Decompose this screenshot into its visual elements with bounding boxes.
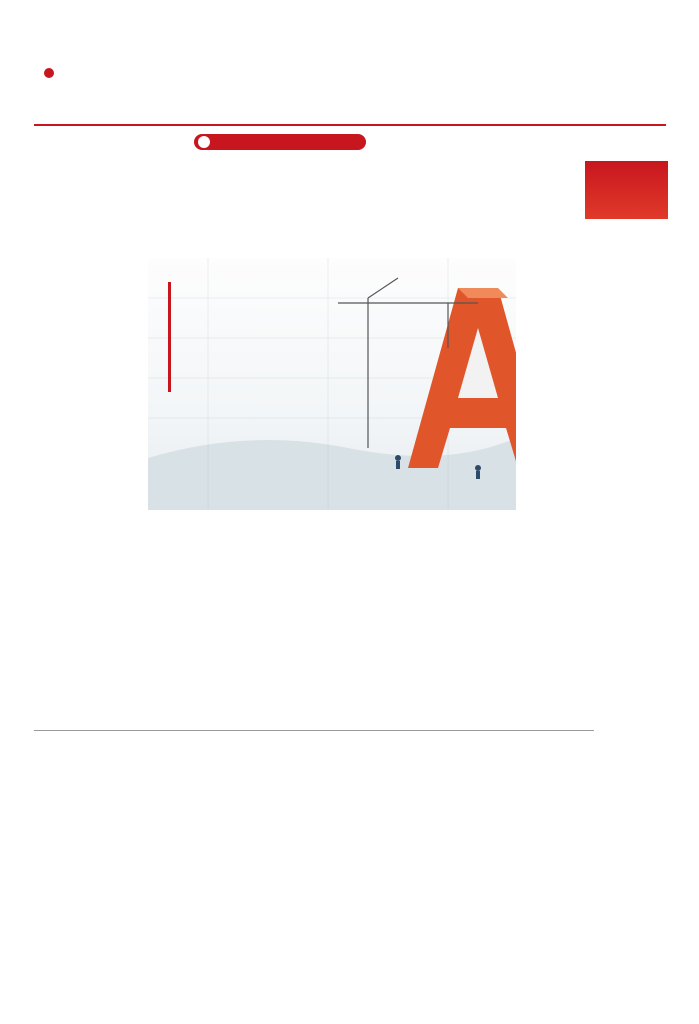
lead-body-1b: [40, 450, 144, 534]
official-site[interactable]: [42, 66, 162, 80]
lead-subhead-1: [40, 346, 144, 370]
lead-banner: [194, 134, 366, 150]
lead-body-5: [374, 554, 482, 654]
lead-body-1: [40, 374, 144, 448]
lead-body-2: [148, 514, 260, 726]
lead-body-7: [488, 512, 590, 726]
lead-subhead-3: [374, 656, 482, 680]
site-logo-icon: [44, 68, 54, 78]
lead-subhead-2: [262, 516, 370, 540]
lead-quote-box: [168, 282, 278, 392]
lead-body-3: [262, 544, 370, 626]
lead-intro: [40, 276, 144, 342]
lead-body-3b: [262, 628, 370, 726]
ad1-header[interactable]: [585, 161, 668, 219]
lead-bottom-rule: [34, 730, 594, 731]
masthead-rule: [34, 124, 666, 126]
lead-body-1c: [40, 536, 144, 720]
banner-icon: [198, 136, 210, 148]
lead-body-4: [374, 512, 482, 552]
masthead-title: [175, 26, 515, 96]
lead-body-6: [374, 684, 482, 726]
